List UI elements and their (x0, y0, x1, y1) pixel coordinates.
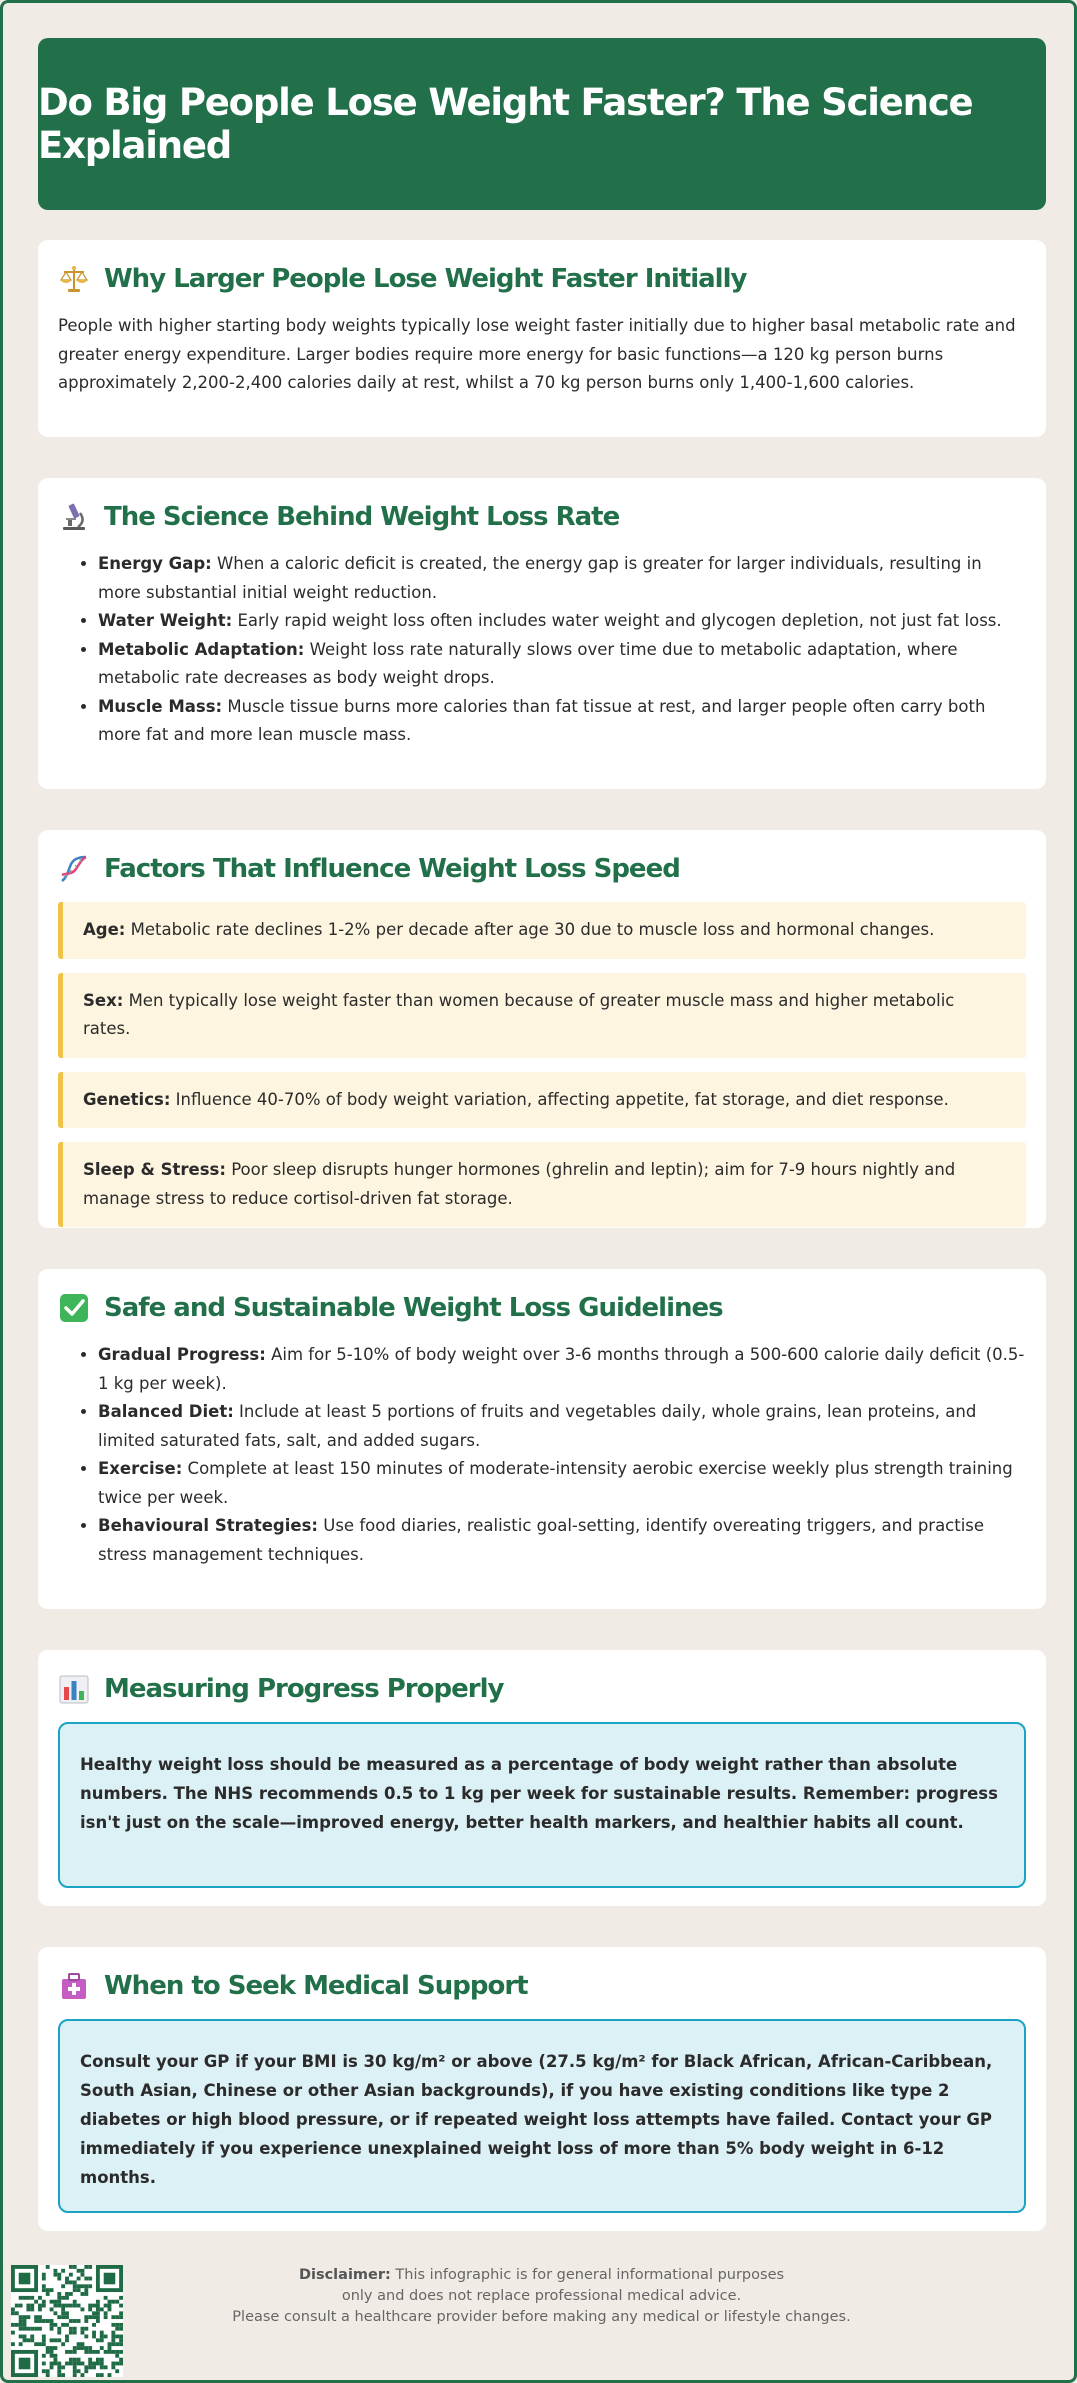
section-heading (58, 1672, 1026, 1706)
section-science (38, 478, 1046, 789)
section-heading (58, 1291, 1026, 1325)
dna-icon (58, 853, 90, 885)
microscope-icon (58, 501, 90, 533)
disclaimer-text: This infographic is for general informational purposes (390, 2267, 785, 2283)
page-header (38, 38, 1046, 210)
list-item: • Behavioural Strategies: Use food diaries, realistic goal-setting, identify overeating triggers, and practise stress management techniques. (98, 1512, 1026, 1569)
section-title: Factors That Influence Weight Loss Speed (104, 854, 680, 884)
section-text: People with higher starting body weights typically lose weight faster initially due to higher basal metabolic rate and greater energy expenditure. Larger bodies require more energy for basic functions—a 120 kg person burns approximately 2,200-2,400 calories daily at rest, whilst a 70 kg person burns only 1,400-1,600 calories. (58, 316, 1016, 392)
section-guidelines (38, 1269, 1046, 1609)
section-progress (38, 1650, 1046, 1906)
factor-box: Sex: Men typically lose weight faster than women because of greater muscle mass and higher metabolic rates. (58, 973, 1026, 1058)
disclaimer (3, 2265, 1077, 2328)
section-title: When to Seek Medical Support (104, 1971, 528, 2001)
check-mark-icon (58, 1292, 90, 1324)
progress-callout: Healthy weight loss should be measured as a percentage of body weight rather than absolute numbers. The NHS recommends 0.5 to 1 kg per week for sustainable results. Remember: progress isn't just on the scale—improved energy, better health markers, and healthier habits all count. (58, 1722, 1026, 1888)
section-title: Measuring Progress Properly (104, 1674, 504, 1704)
factor-box: Sleep & Stress: Poor sleep disrupts hunger hormones (ghrelin and leptin); aim for 7-9 hours nightly and manage stress to reduce cortisol-driven fat storage. (58, 1142, 1026, 1227)
section-factors (38, 830, 1046, 1228)
medical-kit-icon (58, 1970, 90, 2002)
section-title: Why Larger People Lose Weight Faster Initially (104, 264, 747, 294)
bar-chart-icon (58, 1673, 90, 1705)
medical-callout: Consult your GP if your BMI is 30 kg/m² or above (27.5 kg/m² for Black African, African-Caribbean, South Asian, Chinese or other Asian backgrounds), if you have existing conditions like type 2 diabetes or high blood pressure, or if repeated weight loss attempts have failed. Contact your GP immediately if you experience unexplained weight loss of more than 5% body weight in 6-12 months. (58, 2019, 1026, 2213)
list-item: • Balanced Diet: Include at least 5 portions of fruits and vegetables daily, whole grains, lean proteins, and limited saturated fats, salt, and added sugars. (98, 1398, 1026, 1455)
disclaimer-label: Disclaimer: (298, 2267, 391, 2283)
section-medical (38, 1947, 1046, 2231)
factor-box: Age: Metabolic rate declines 1-2% per decade after age 30 due to muscle loss and hormonal changes. (58, 902, 1026, 959)
list-item: • Gradual Progress: Aim for 5-10% of body weight over 3-6 months through a 500-600 calorie daily deficit (0.5-1 kg per week). (98, 1341, 1026, 1398)
list-item: • Metabolic Adaptation: Weight loss rate naturally slows over time due to metabolic adaptation, where metabolic rate decreases as body weight drops. (98, 636, 1026, 693)
list-item: • Water Weight: Early rapid weight loss often includes water weight and glycogen depletion, not just fat loss. (98, 607, 1026, 636)
list-item: • Exercise: Complete at least 150 minutes of moderate-intensity aerobic exercise weekly plus strength training twice per week. (98, 1455, 1026, 1512)
disclaimer-text: Please consult a healthcare provider before making any medical or lifestyle changes. (232, 2309, 851, 2325)
section-heading (58, 852, 1026, 886)
section-why (38, 240, 1046, 437)
science-list (58, 550, 1026, 750)
section-title: Safe and Sustainable Weight Loss Guidelines (104, 1293, 723, 1323)
guidelines-list (58, 1341, 1026, 1569)
list-item: • Muscle Mass: Muscle tissue burns more calories than fat tissue at rest, and larger people often carry both more fat and more lean muscle mass. (98, 693, 1026, 750)
disclaimer-text: only and does not replace professional medical advice. (341, 2288, 742, 2304)
page-title: Do Big People Lose Weight Faster? The Science Explained (38, 81, 973, 167)
section-heading (58, 262, 1026, 296)
section-title: The Science Behind Weight Loss Rate (104, 502, 620, 532)
balance-scale-icon (58, 263, 90, 295)
list-item: • Energy Gap: When a caloric deficit is created, the energy gap is greater for larger individuals, resulting in more substantial initial weight reduction. (98, 550, 1026, 607)
section-heading (58, 1969, 1026, 2003)
section-heading (58, 500, 1026, 534)
factor-box: Genetics: Influence 40-70% of body weight variation, affecting appetite, fat storage, and diet response. (58, 1072, 1026, 1129)
